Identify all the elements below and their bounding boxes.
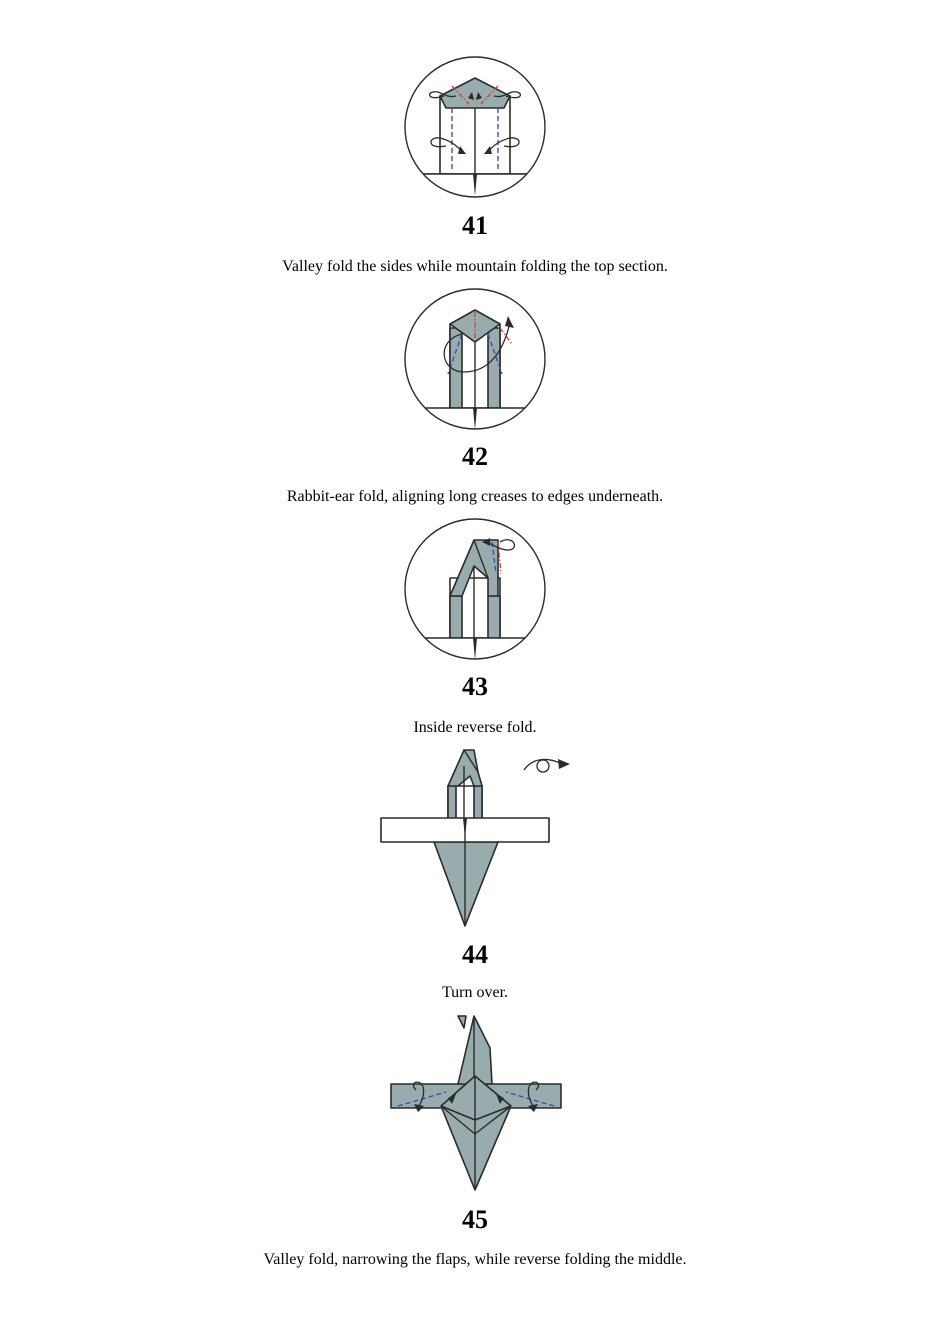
- step-number: 44: [462, 940, 488, 969]
- step-45-diagram: [386, 1010, 566, 1196]
- step-41-diagram: [404, 56, 546, 202]
- step-44-diagram: [378, 746, 574, 930]
- step-caption: Rabbit-ear fold, aligning long creases to edges underneath.: [286, 488, 664, 505]
- step-number: 42: [462, 442, 488, 471]
- step-number: 41: [462, 211, 488, 240]
- step-caption: Valley fold, narrowing the flaps, while reverse folding the middle.: [263, 1251, 687, 1268]
- step-42-diagram: [404, 288, 546, 434]
- step-caption: Inside reverse fold.: [413, 719, 537, 736]
- step-number: 43: [462, 672, 488, 701]
- step-43-diagram: [404, 518, 546, 664]
- step-caption: Turn over.: [441, 984, 509, 1001]
- step-caption: Valley fold the sides while mountain folding the top section.: [282, 258, 668, 275]
- step-number: 45: [462, 1205, 488, 1234]
